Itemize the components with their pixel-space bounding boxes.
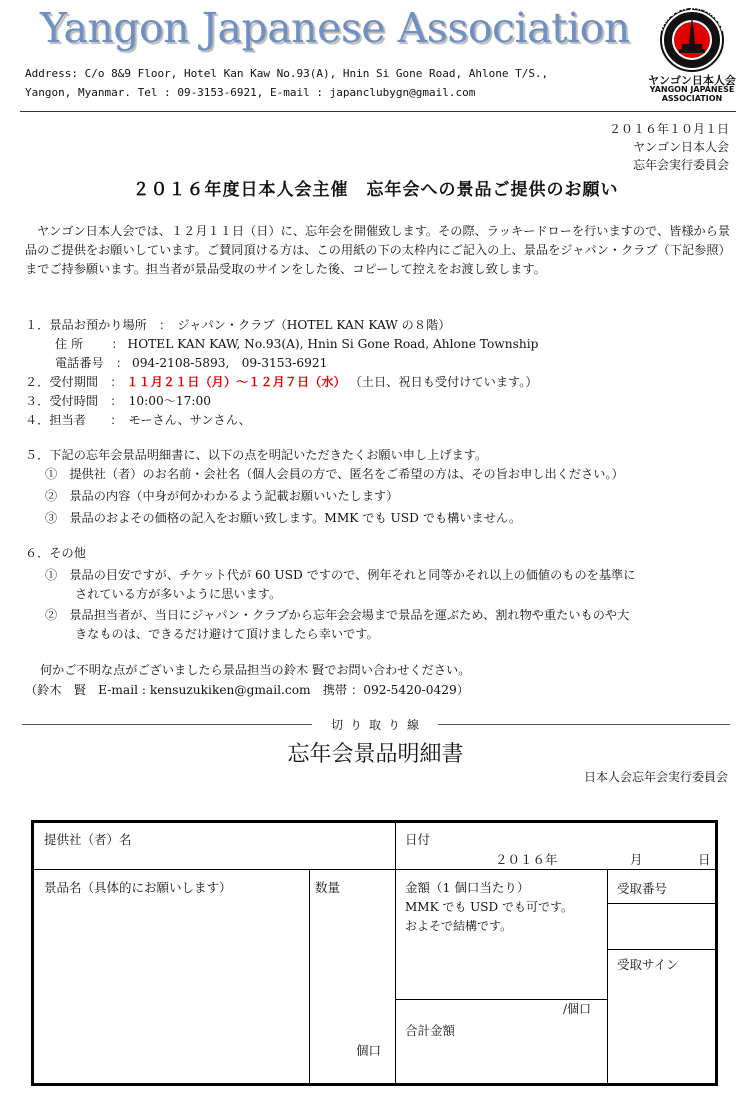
address-line-2: Yangon, Myanmar. Tel : 09-3153-6921, E-mail : japanclubygn@gmail.com [25, 86, 476, 99]
item-5-1: ① 提供社（者）のお名前・会社名（個人会員の方で、匿名をご希望の方は、その旨お申し出ください。） [45, 467, 624, 481]
item-2-note: （土日、祝日も受付けています。） [349, 375, 538, 389]
item-1-phone: 電話番号 ： 094-2108-5893, 09-3153-6921 [55, 356, 328, 370]
form-divider-row [34, 869, 715, 870]
quantity-label: 数量 [315, 880, 341, 895]
form-divider-quantity [309, 869, 310, 1083]
per-unit-label: /個口 [563, 1002, 592, 1016]
cut-line-left [22, 724, 312, 725]
quantity-unit: 個口 [356, 1043, 382, 1058]
total-amount-label: 合計金額 [405, 1023, 456, 1038]
date-label: 日付 [405, 832, 431, 847]
prize-detail-form [31, 820, 718, 1086]
item-2-label: ２．受付期間 ： [25, 375, 123, 389]
date-month: 月 [630, 852, 643, 867]
item-6: ６．その他 [25, 546, 86, 560]
contact-line-1: 何かご不明な点がございましたら景品担当の鈴木 賢でお問い合わせください。 [40, 663, 471, 677]
item-5: ５．下記の忘年会景品明細書に、以下の点を明記いただきたくお願い申し上げます。 [25, 448, 488, 462]
item-5-2: ② 景品の内容（中身が何かわかるよう記載お願いいたします） [45, 489, 399, 503]
amount-note-1: MMK でも USD でも可です。 [405, 900, 573, 914]
receipt-signature-label: 受取サイン [617, 957, 679, 972]
date-day: 日 [698, 852, 711, 867]
item-3: ３．受付時間 ： 10:00～17:00 [25, 394, 212, 408]
logo-caption-en2: ASSOCIATION [661, 94, 723, 103]
form-divider-receipt-no [607, 903, 715, 904]
address-line-1: Address: C/o 8&9 Floor, Hotel Kan Kaw No.93(A), Hnin Si Gone Road, Ahlone T/S., [25, 67, 549, 80]
intro-paragraph: ヤンゴン日本人会では、１２月１１日（日）に、忘年会を開催致します。その際、ラッキードローを行いますので、皆様から景品のご提供をお願いしています。ご賛同頂ける方は、この用紙の下の太枠内にご記入の上、景品をジャパン・クラブ（下記参照）までご持参願います。担当者が景品受取のサインをした後、コピーして控えをお渡し致します。 [25, 224, 731, 276]
item-6-2a: ② 景品担当者が、当日にジャパン・クラブから忘年会会場まで景品を運ぶため、割れ物や重たいものや大 [45, 608, 630, 622]
contact-line-2: （鈴木 賢 E-mail : kensuzukiken@gmail.com 携帯 ：092-5420-0429） [25, 683, 469, 697]
form-divider-receipt-sign [607, 949, 715, 950]
item-1: １．景品お預かり場所 ： ジャパン・クラブ（HOTEL KAN KAW の８階） [25, 318, 451, 332]
item-1-address: 住 所 ： HOTEL KAN KAW, No.93(A), Hnin Si Gone Road, Ahlone Township [55, 337, 539, 351]
header-divider [20, 111, 736, 112]
form-divider-amount [395, 823, 396, 1083]
logo-caption-jp: ヤンゴン日本人会 [648, 74, 736, 87]
item-2 [25, 373, 538, 390]
logo-caption-en1: YANGON JAPANESE [649, 85, 735, 94]
cut-line-label: 切り取り線 [331, 718, 427, 732]
sender-committee: 忘年会実行委員会 [632, 158, 729, 172]
amount-label: 金額（1 個口当たり） [405, 880, 530, 895]
item-5-3: ③ 景品のおよその価格の記入をお願い致します。MMK でも USD でも構いません。 [45, 511, 522, 525]
item-2-period: １１月２１日（月）～１２月７日（水） [126, 375, 346, 389]
sender-org: ヤンゴン日本人会 [633, 140, 729, 154]
svg-text:YANGON JAPANESE: YANGON JAPANESE [656, 4, 728, 33]
date-year: ２０１６年 [495, 852, 558, 867]
item-6-1b: されている方が多いように思います。 [75, 587, 282, 601]
prize-name-label: 景品名（具体的にお願いします） [44, 880, 232, 895]
slip-org: 日本人会忘年会実行委員会 [583, 770, 728, 784]
org-title: Yangon Japanese Association [40, 4, 630, 52]
document-title: ２０１６年度日本人会主催 忘年会への景品ご提供のお願い [132, 180, 619, 200]
issue-date: ２０１６年１０月１日 [608, 122, 729, 136]
association-logo [637, 4, 747, 104]
slip-title: 忘年会景品明細書 [287, 742, 464, 767]
form-divider-receipt [607, 869, 608, 1083]
provider-name-label: 提供社（者）名 [44, 832, 132, 847]
receipt-number-label: 受取番号 [617, 881, 668, 896]
item-6-2b: きなものは、できるだけ避けて頂けましたら幸いです。 [75, 627, 379, 641]
item-6-1a: ① 景品の目安ですが、チケット代が 60 USD ですので、例年それと同等かそれ以上の価値のものを基準に [45, 568, 636, 582]
item-4: ４．担当者 ： モーさん、サンさん、 [25, 413, 251, 427]
logo-emblem-icon [637, 4, 747, 72]
amount-note-2: およそで結構です。 [405, 919, 513, 933]
cut-line-right [438, 724, 730, 725]
